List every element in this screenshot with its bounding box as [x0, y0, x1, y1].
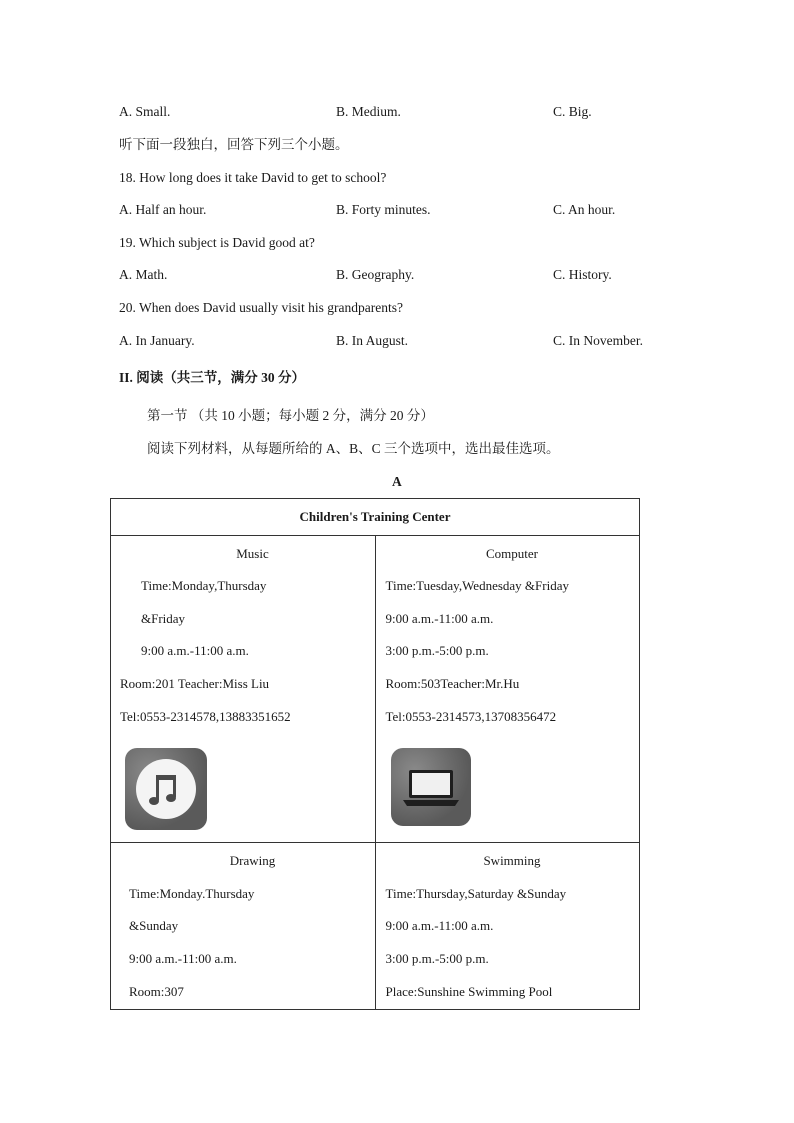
computer-hours-afternoon: 3:00 p.m.-5:00 p.m.: [385, 643, 489, 658]
table-title: Children's Training Center: [111, 499, 640, 536]
computer-room-teacher: Room:503Teacher:Mr.Hu: [385, 676, 520, 691]
part-1-heading: 第一节 （共 10 小题；每小题 2 分，满分 20 分）: [147, 408, 434, 423]
q18-option-c: C. An hour.: [553, 202, 616, 217]
q18-option-a: A. Half an hour.: [119, 202, 207, 217]
drawing-time: Time:Monday.Thursday: [129, 886, 255, 901]
q17-option-b: B. Medium.: [336, 104, 401, 119]
q19-option-a: A. Math.: [119, 267, 168, 282]
computer-time: Time:Tuesday,Wednesday &Friday: [385, 578, 569, 593]
q19-option-b: B. Geography.: [336, 267, 415, 282]
passage-label: A: [392, 474, 402, 489]
swimming-cell: [375, 843, 640, 1010]
question-18-stem: 18. How long does it take David to get to school?: [119, 170, 387, 185]
swimming-hours-afternoon: 3:00 p.m.-5:00 p.m.: [385, 951, 489, 966]
q20-option-a: A. In January.: [119, 333, 195, 348]
section-2-heading: II. 阅读（共三节，满分 30 分）: [119, 370, 306, 385]
swimming-title: Swimming: [483, 853, 541, 868]
q17-option-c: C. Big.: [553, 104, 592, 119]
training-center-table: [110, 498, 640, 1010]
swimming-place: Place:Sunshine Swimming Pool: [385, 984, 553, 999]
q20-option-b: B. In August.: [336, 333, 409, 348]
computer-title: Computer: [486, 546, 538, 561]
music-hours: 9:00 a.m.-11:00 a.m.: [141, 643, 249, 658]
music-cell: [111, 536, 376, 843]
q19-option-c: C. History.: [553, 267, 612, 282]
question-19-stem: 19. Which subject is David good at?: [119, 235, 315, 250]
music-time-cont: &Friday: [141, 611, 186, 626]
drawing-time-cont: &Sunday: [129, 918, 179, 933]
swimming-hours-morning: 9:00 a.m.-11:00 a.m.: [385, 918, 494, 933]
laptop-icon: [391, 748, 471, 826]
reading-instruction: 阅读下列材料，从每题所给的 A、B、C 三个选项中，选出最佳选项。: [147, 441, 560, 456]
music-room-teacher: Room:201 Teacher:Miss Liu: [120, 676, 270, 691]
question-20-stem: 20. When does David usually visit his grandparents?: [119, 300, 403, 315]
music-note-icon: [125, 748, 207, 830]
monologue-instruction: 听下面一段独白，回答下列三个小题。: [119, 137, 349, 152]
music-title: Music: [236, 546, 269, 561]
drawing-cell: [111, 843, 376, 1010]
computer-cell: [375, 536, 640, 843]
computer-hours-morning: 9:00 a.m.-11:00 a.m.: [385, 611, 494, 626]
swimming-time: Time:Thursday,Saturday &Sunday: [385, 886, 567, 901]
q20-option-c: C. In November.: [553, 333, 643, 348]
drawing-room: Room:307: [129, 984, 184, 999]
computer-tel: Tel:0553-2314573,13708356472: [385, 709, 557, 724]
q18-option-b: B. Forty minutes.: [336, 202, 431, 217]
music-time: Time:Monday,Thursday: [141, 578, 267, 593]
drawing-hours: 9:00 a.m.-11:00 a.m.: [129, 951, 237, 966]
music-tel: Tel:0553-2314578,13883351652: [120, 709, 291, 724]
q17-option-a: A. Small.: [119, 104, 171, 119]
drawing-title: Drawing: [229, 853, 276, 868]
